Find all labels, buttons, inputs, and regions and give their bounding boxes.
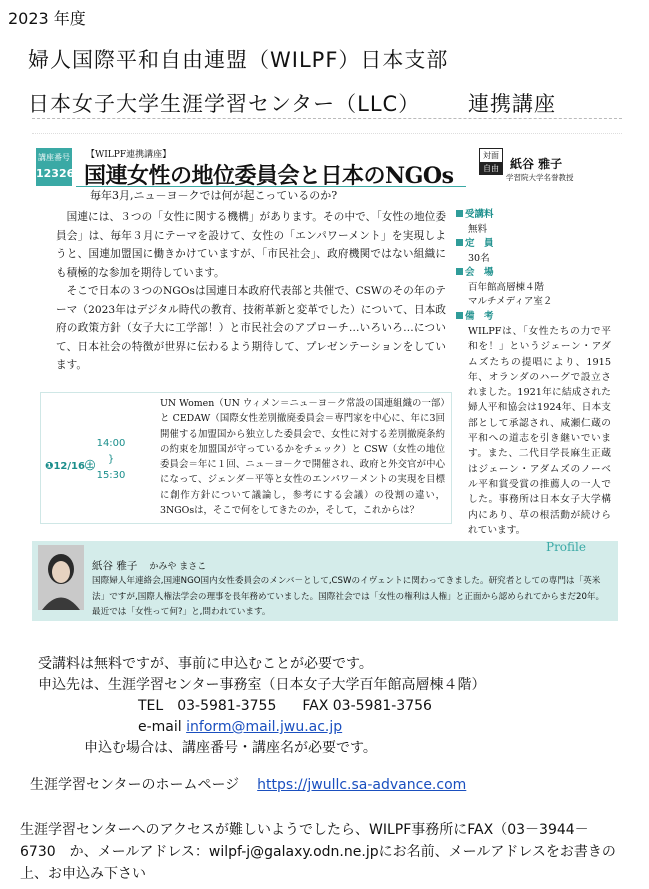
- fiscal-year: 2023 年度: [8, 9, 86, 28]
- homepage-line: [30, 775, 466, 795]
- course-title: 国連女性の地位委員会と日本のNGOs: [84, 163, 454, 189]
- email-label: e-mail: [138, 719, 182, 735]
- venue-label: 会 場: [456, 266, 611, 281]
- capacity-value: 30名: [468, 252, 490, 264]
- badge-label: 講座番号: [38, 153, 70, 162]
- notes-label: 備 考: [456, 310, 611, 325]
- application-requirement: 申込む場合は、講座番号・講座名が必要です。: [84, 740, 377, 756]
- homepage-link[interactable]: https://jwullc.sa-advance.com: [257, 777, 467, 793]
- description-paragraph-1: 国連には、３つの「女性に関する機構」があります。その中で、「女性の地位委員会」は、毎年３月にテーマを設けて、女性の「エンパワーメント」を実現しようと、国連加盟国に働きかけていますが、「市民社会」、政府機関ではない組織にも積極的な参加を期待しています。: [56, 211, 446, 279]
- contact-phone-fax: [138, 696, 432, 716]
- fax-number: FAX 03-5981-3756: [302, 698, 432, 714]
- description-paragraph-2: そこで日本の３つのNGOsは国連日本政府代表部と共催で、CSWのその年のテーマ（2023年はデジタル時代の教育、技術革新と変革でした）について、日本政府の政策方針（女子大に工学部！）と市民社会のアプローチ…いろいろ…について、日本社会の特徴が世界に伝わるよう期待して、プレゼンテーションをしています。: [56, 285, 446, 371]
- profile-name-kanji: 紙谷 雅子: [92, 560, 138, 572]
- homepage-label: 生涯学習センターのホームページ: [30, 777, 240, 793]
- lecturer-affiliation: 学習院大学名誉教授: [506, 173, 574, 182]
- apply-to: 申込先は、生涯学習センター事務室（日本女子大学百年館高層棟４階）: [38, 677, 486, 693]
- course-number: 12326B: [36, 167, 83, 180]
- capacity-label: 定 員: [456, 237, 611, 252]
- series-label: 【WILPF連携講座】: [86, 150, 172, 160]
- notes-text: WILPFは、「女性たちの力で平和を！」というジェーン・アダムズたちの提唱により、1915年、オランダのハーグで設立されました。1921年に結成された婦人平和協会は1924年、日本支部として承認され、咸瀬仁蔵の平和への道志を引き継いでいます。また、二代目学長麻生正蔵はジェーン・アダムズのノーベル平和賞受賞の推薦人の一人でした。事務所は日本女子大学構内にあり、草の根活動が続けられています。: [468, 326, 611, 536]
- profile-name-kana: かみや まさこ: [149, 562, 207, 572]
- lecturer-name: 紙谷 雅子: [510, 157, 563, 171]
- course-details: [456, 208, 611, 538]
- time-end: 15:30: [96, 470, 126, 481]
- center-heading: [28, 88, 556, 118]
- contact-email: [138, 717, 342, 737]
- page-divider: [32, 118, 622, 134]
- portrait-image: [38, 545, 84, 610]
- format-icon: [479, 148, 503, 178]
- course-type: 連携講座: [468, 92, 556, 116]
- session-description: UN Women（UN ウィメン＝ニュ－ヨ－ク常設の国連組織の一部）と CEDAW（国際女性差別撤廃委員会＝専門家を中心に、年に3回開催する加盟国から独立した委員会で、女性に対する差別撤廃条約の約束を加盟国が守っているかをチェック）と CSW（女性の地位委員会＝年に１回、ニュ－ヨ－クで開催され、政府と外交官が中心になって、ジェンダ－平等と女性のエンパワ－メントの実現を目標に創作方針について議論し，参考にする会議）の役割の違い，3NGOsは，そこで何をしてきたのか，そして，これからは？: [160, 398, 445, 517]
- phone-number: TEL 03-5981-3755: [138, 698, 277, 714]
- org-heading: 婦人国際平和自由連盟（WILPF）日本支部: [28, 48, 449, 72]
- access-note: 生涯学習センターへのアクセスが難しいようでしたら、WILPF事務所にFAX（03－3944－6730 か、メールアドレス：wilpf-j@galaxy.odn.ne.jpにお名前、メールアドレスをお書きの上、お申込み下さい: [20, 822, 616, 882]
- fee-note: 受講料は無料ですが、事前に申込むことが必要です。: [38, 656, 373, 672]
- venue-room: マルチメディア室２: [468, 296, 553, 307]
- format-bottom: 自由: [479, 162, 503, 175]
- fee-value: 無料: [468, 223, 488, 235]
- profile-bio: 国際婦人年連絡会,国連NGO国内女性委員会のメンバ－として,CSWのイヴェントに関わってきました。研究者としての専門は「英米法」ですが,国際人権法学会の理事を長年務めていました。国際社会では「女性の権利は人権」と正面から認められてからまだ20年。最近では「女性って何?」と,問われています。: [92, 576, 605, 618]
- course-description: [56, 208, 446, 375]
- lecturer-photo: [38, 545, 84, 610]
- fee-label: 受講料: [456, 208, 611, 223]
- profile-name: [92, 558, 206, 573]
- profile-label: Profile: [546, 540, 586, 554]
- session-date: ❶12/16㊏: [45, 461, 95, 472]
- center-name: 日本女子大学生涯学習センター（LLC）: [28, 92, 421, 116]
- email-link[interactable]: inform@mail.jwu.ac.jp: [186, 719, 343, 735]
- session-time: [94, 436, 128, 484]
- course-number-badge: [36, 148, 83, 186]
- venue-building: 百年館高層棟４階: [468, 281, 545, 293]
- format-top: 対面: [479, 148, 503, 162]
- time-start: 14:00: [96, 438, 126, 449]
- time-separator: }: [107, 454, 115, 465]
- course-subtitle: 毎年3月,ニュ－ヨ－クでは何が起こっているのか?: [90, 189, 338, 202]
